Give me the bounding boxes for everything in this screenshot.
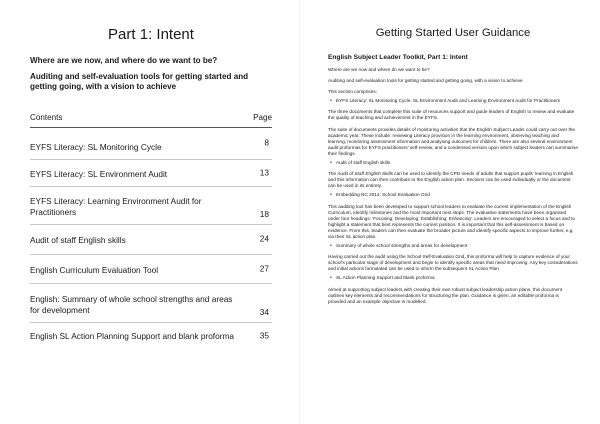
contents-label: Contents	[30, 112, 63, 122]
bullet-item: • Audit of staff English skills	[336, 160, 578, 166]
bullet-list	[328, 192, 578, 198]
toc-item	[30, 128, 272, 160]
toc-item-title: Audit of staff English skills	[30, 235, 126, 246]
bullet-item: • Embedding NC 2014: School Evaluation Grid	[336, 192, 578, 198]
toc-item	[30, 187, 272, 225]
paragraph: The suite of documents provides details of monitoring activities that the English Subject Leader could carry out over the academic year. These include: reviewing Literacy provision in the learning environment, observing teaching and learning, monitoring assessment information and analysing outcomes for children. There are also several environment audit proformas for EYFS practitioners' self-review, and a condensed version upon which subject leaders can summarise their findings.	[328, 126, 578, 156]
toc-item-page: 34	[259, 306, 269, 317]
toc-item	[30, 225, 272, 254]
left-subtitle: Auditing and self-evaluation tools for getting started and getting going, with a vision to achieve	[30, 71, 249, 91]
toc-item-page: 18	[259, 209, 269, 220]
bullet-list	[328, 160, 578, 166]
right-page	[300, 0, 600, 424]
toc-item-title: English Curriculum Evaluation Tool	[30, 264, 159, 275]
left-page-title: Part 1: Intent	[108, 26, 194, 43]
paragraph	[328, 171, 578, 189]
bullet-item: • EYFS Literacy: SL Monitoring Cycle, SL Environment Audit and Learning Environment Audit for Practitioners	[336, 98, 578, 104]
right-page-title: Getting Started User Guidance	[375, 27, 531, 39]
toc-item-title: EYFS Literacy: SL Environment Audit	[30, 168, 168, 179]
bullet-item: • Summary of whole school strengths and areas for development	[336, 243, 578, 249]
toc-item-title: EYFS Literacy: Learning Environment Audit for Practitioners	[30, 195, 202, 218]
bullet-list	[328, 275, 578, 281]
left-question: Where are we now, and where do we want to be?	[30, 56, 218, 65]
toc-item-title: English: Summary of whole school strengths and areas for development	[30, 293, 233, 315]
toc-item-page: 35	[259, 330, 269, 341]
toc-item	[30, 323, 272, 348]
toc-item-title: English SL Action Planning Support and blank proforma	[30, 331, 235, 342]
toc-item	[30, 160, 272, 187]
toc-header	[30, 113, 272, 123]
toc-item	[30, 255, 272, 284]
bullet-item: • SL Action Planning Support and blank proforma	[336, 275, 578, 281]
paragraph: The three documents that complete this suite of resources support and guide leaders of English to review and evaluate the quality of teaching and achievement in the EYFS.	[328, 109, 575, 121]
toolkit-heading: English Subject Leader Toolkit, Part 1: Intent	[328, 54, 468, 61]
toc-item-page: 8	[264, 137, 269, 148]
toc-item-page: 13	[259, 167, 269, 178]
bullet-list	[328, 98, 578, 104]
section-intro: This section comprises:	[328, 89, 377, 95]
toc-item-page: 24	[259, 233, 269, 244]
intro-question: Where are we now and where do we want to be?	[328, 67, 430, 72]
toc-item-page: 27	[259, 263, 269, 274]
paragraph: Having carried out the audit using the School Self-Evaluation Grid, this proforma will help to capture evidence of your school's particular stage of development and begin to identify specific areas that need improving. Any key considerations and initial actions formulated can be used to inform the subsequent SL Action Plan.	[328, 254, 578, 272]
page-label: Page	[253, 112, 272, 122]
toc-item	[30, 284, 272, 323]
bullet-list	[328, 243, 578, 249]
table-of-contents	[30, 128, 272, 349]
intro-subtitle: Auditing and self-evaluation tools for getting started and getting going, with a vision to achieve	[328, 78, 523, 84]
paragraph: This auditing tool has been developed to support school leaders to evaluate the current implementation of the English Curriculum, identify milestones and the most important next steps. The evaluative statements have been organised under four headings: 'Focusing; Developing; Establishing; Enhancing'. Leaders are encouraged to select a focus and to highlight a statement that best represents the current position. It is important that this self-assessment is based on evidence. From this, leaders can then evaluate the broader picture and identify specific aspects to improve further, e.g. via their SL action plan.	[328, 203, 576, 239]
toc-item-title: EYFS Literacy: SL Monitoring Cycle	[30, 141, 162, 152]
paragraph-text: can be used to identify the CPD needs of adults that support pupils' learning in English and this information can then contribute to the English action plan. Sections can be used individually or the document can be used in its entirety.	[328, 171, 574, 189]
paragraph: Aimed at supporting subject leaders with creating their own robust subject leadership action plans, this document outlines key elements and recommendations for structuring the plan. Guidance is given, an editable proforma is provided and an example objective is modelled.	[328, 286, 562, 304]
document-name: The Audit of Staff English Skills	[328, 171, 393, 177]
